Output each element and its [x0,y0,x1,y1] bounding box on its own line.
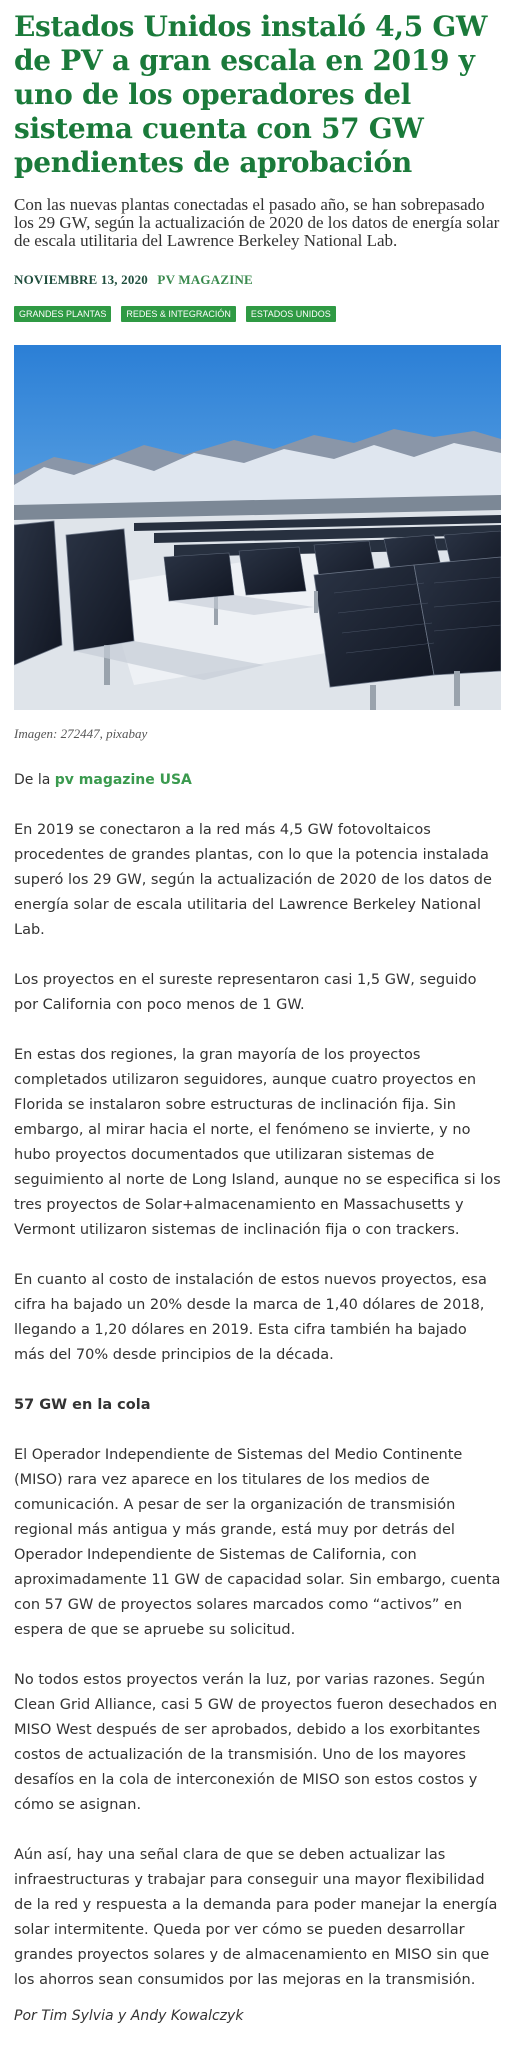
image-caption: Imagen: 272447, pixabay [14,726,148,741]
solar-field-photo [14,345,501,710]
article-title: Estados Unidos instaló 4,5 GW de PV a gran escala en 2019 y uno de los operadores del sistema cuenta con 57 GW pendientes de aprobación [14,10,488,179]
article-subtitle: Con las nuevas plantas conectadas el pasado año, se han sobrepasado los 29 GW, según la actualización de 2020 de los datos de energía solar de escala utilitaria del Lawrence Berkeley National Lab. [14,195,500,250]
paragraph: Aún así, hay una señal clara de que se deben actualizar las infraestructuras y trabajar para conseguir una mayor flexibilidad de la red y respuesta a la demanda para poder manejar la energía solar intermitente. Queda por ver cómo se pueden desarrollar grandes proyectos solares y de almacenamiento en MISO sin que los ahorros sean consumidos por las mejoras en la transmisión. [14,1847,498,1988]
source-link[interactable]: pv magazine USA [54,772,192,788]
source-line [14,772,501,788]
author-link[interactable]: PV MAGAZINE [157,272,253,287]
article-body [14,818,501,1993]
author-signature: Por Tim Sylvia y Andy Kowalczyk [14,2008,244,2024]
paragraph: El Operador Independiente de Sistemas del Medio Continente (MISO) rara vez aparece en los titulares de los medios de comunicación. A pesar de ser la organización de transmisión regional más antigua y más grande, está muy por detrás del Operador Independiente de Sistemas de California, con aproximadamente 11 GW de capacidad solar. Sin embargo, cuenta con 57 GW de proyectos solares marcados como “activos” en espera de que se apruebe su solicitud. [14,1447,501,1638]
tag-grandes-plantas[interactable]: GRANDES PLANTAS [14,306,111,322]
publish-date: NOVIEMBRE 13, 2020 [14,272,148,287]
paragraph: En cuanto al costo de instalación de estos nuevos proyectos, esa cifra ha bajado un 20% desde la marca de 1,40 dólares de 2018, llegando a 1,20 dólares en 2019. Esta cifra también ha bajado más del 70% desde principios de la década. [14,1272,487,1363]
source-prefix: De la [14,772,51,788]
section-heading: 57 GW en la cola [14,1397,151,1413]
tag-redes-integracion[interactable]: REDES & INTEGRACIÓN [121,306,236,322]
tag-estados-unidos[interactable]: ESTADOS UNIDOS [246,306,336,322]
article-meta [14,272,501,288]
tag-list [14,304,501,320]
paragraph: En 2019 se conectaron a la red más 4,5 GW fotovoltaicos procedentes de grandes plantas, con lo que la potencia instalada superó los 29 GW, según la actualización de 2020 de los datos de energía solar de escala utilitaria del Lawrence Berkeley National Lab. [14,822,492,938]
paragraph: En estas dos regiones, la gran mayoría de los proyectos completados utilizaron seguidores, aunque cuatro proyectos en Florida se instalaron sobre estructuras de inclinación fija. Sin embargo, al mirar hacia el norte, el fenómeno se invierte, y no hubo proyectos documentados que utilizaran sistemas de seguimiento al norte de Long Island, aunque no se especifica si los tres proyectos de Solar+almacenamiento en Massachusetts y Vermont utilizaron sistemas de inclinación fija o con trackers. [14,1047,501,1238]
article-container [14,0,501,2024]
paragraph: Los proyectos en el sureste representaron casi 1,5 GW, seguido por California con poco menos de 1 GW. [14,972,477,1013]
paragraph: No todos estos proyectos verán la luz, por varias razones. Según Clean Grid Alliance, casi 5 GW de proyectos fueron desechados en MISO West después de ser aprobados, debido a los exorbitantes costos de actualización de la transmisión. Uno de los mayores desafíos en la cola de interconexión de MISO son estos costos y cómo se asignan. [14,1672,498,1813]
